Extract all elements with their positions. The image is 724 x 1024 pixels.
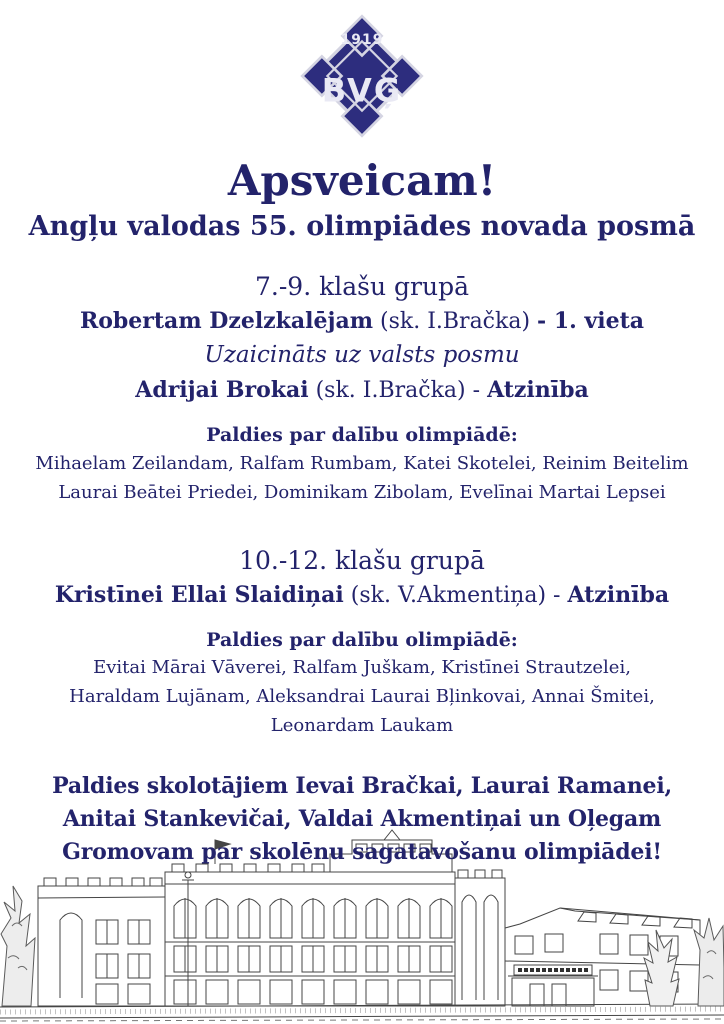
- logo-year-text: 1919: [340, 31, 384, 48]
- participants-line: Evitai Mārai Vāverei, Ralfam Juškam, Kristīnei Strautzelei,: [93, 657, 631, 679]
- teacher-note: (sk. I.Bračka): [373, 308, 538, 334]
- page-subtitle: Angļu valodas 55. olimpiādes novada posmā: [28, 211, 696, 243]
- state-round-note: Uzaicināts uz valsts posmu: [204, 342, 520, 369]
- section-grades-7-9: [0, 272, 724, 506]
- result-line-broka: [0, 376, 724, 406]
- participants-line: Mihaelam Zeilandam, Ralfam Rumbam, Katei Skotelei, Reinim Beitelim: [35, 452, 689, 474]
- award-label: - 1. vieta: [537, 307, 645, 334]
- winner-name: Adrijai Brokai: [135, 377, 309, 404]
- participation-thanks-heading-2: Paldies par dalību olimpiādē:: [206, 628, 518, 651]
- school-logo: [0, 0, 724, 140]
- participants-line: Laurai Beātei Priedei, Dominikam Zibolam, Evelīnai Martai Lepsei: [58, 481, 666, 503]
- result-line-dzelzkalejs: [0, 307, 724, 337]
- teacher-note: (sk. V.Akmentiņa) -: [343, 582, 568, 608]
- winner-name: Kristīnei Ellai Slaidiņai: [54, 581, 344, 608]
- section-grades-10-12: [0, 546, 724, 740]
- winner-name: Robertam Dzelzkalējam: [79, 307, 374, 334]
- award-label: Atzinība: [487, 377, 589, 404]
- logo-monogram-text: BVĢ: [321, 71, 403, 110]
- participants-line: Leonardam Laukam: [270, 715, 454, 737]
- group-10-12-heading: 10.-12. klašu grupā: [239, 545, 485, 575]
- teacher-note: (sk. I.Bračka) -: [308, 378, 488, 404]
- participation-thanks-heading-1: Paldies par dalību olimpiādē:: [206, 424, 518, 446]
- page-title: Apsveicam!: [227, 156, 497, 205]
- group-7-9-heading: 7.-9. klašu grupā: [255, 271, 469, 301]
- result-line-slaidina: [0, 581, 724, 611]
- participants-line: Haraldam Lujānam, Aleksandrai Laurai Bļinkovai, Annai Šmitei,: [69, 686, 655, 708]
- teachers-thanks-paragraph: Paldies skolotājiem Ievai Bračkai, Laurai Ramanei, Anitai Stankevičai, Valdai Akmentiņai un Oļegam Gromovam par skolēnu sagatavošanu olimpiādei!: [52, 772, 672, 865]
- award-label: Atzinība: [567, 581, 670, 608]
